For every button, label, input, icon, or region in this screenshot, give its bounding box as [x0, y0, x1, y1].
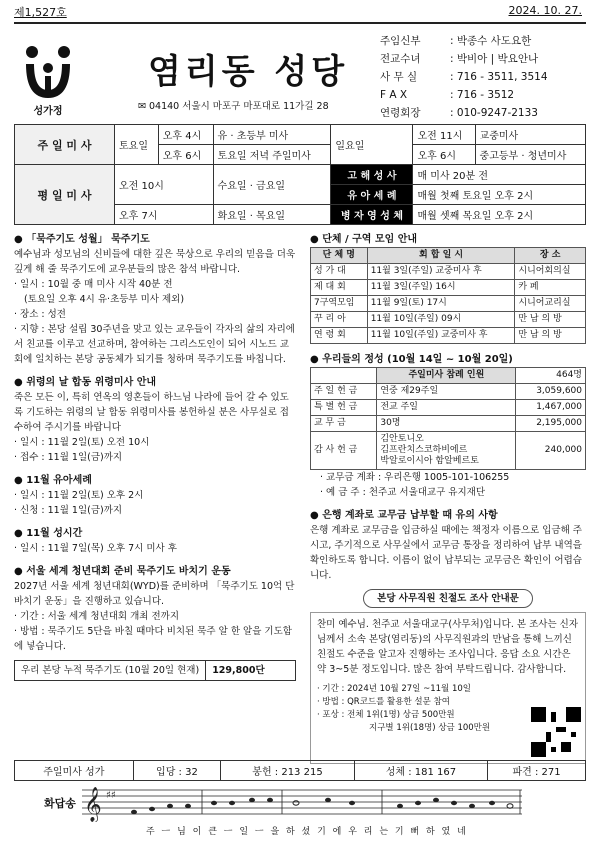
contact-row: F A X : 716 - 3512: [380, 89, 515, 101]
issue-number: 제1,527호: [14, 6, 67, 19]
table-row: 감 사 헌 금 김안토니오 김프란치스코하비에르 박알로이시아 함알베르토 240,000: [311, 432, 586, 470]
table-row: 7구역모임 11월 9일(토) 17시 시니어교리실: [311, 296, 586, 312]
section-title: ● 은행 계좌로 교무금 납부할 때 유의 사항: [310, 510, 498, 521]
group-meetings-table: 단 체 명 회 합 일 시 장 소 성 가 대 11월 3일(주일) 교중미사 후 시니어회의실 제 대 회 11월 3일(주일) 16시 카 페 7구역모임 11월 9일(토) 17시 시니어교리실 꾸 리 아 11월 10일(주일) 09시 만 남 의 방 연 령 회 11월 10일(주일) 교중미사 후 만 남 의 방: [310, 247, 586, 344]
fax-icon: ✉: [138, 101, 146, 112]
contact-row: 연령회장 : 010-9247-2133: [380, 107, 538, 119]
rosary-total: 우리 본당 누적 묵주기도 (10월 20일 현재) 129,800단: [14, 660, 296, 681]
survey-notice: 찬미 예수님. 천주교 서울대교구(사무처)입니다. 본 조사는 신자님께서 소속 본당(염리동)의 사무직원과의 만남을 통해 느끼신 친절도 수준을 알고자 진행하는 조사입니다. 응답 소요 시간은 약 3~5분 정도입니다. 많은 참여 부탁드립니다. 감사합니다. · 기간 : 2024년 10월 27일 ~11월 10일 · 방법 : QR코드를 활용한 설문 참여 · 포상 : 전체 1위(1명) 상금 500만원 지구별 1위(18명) 상금 100만원: [310, 612, 586, 764]
contact-row: 전교수녀 : 박비아 | 박요안나: [380, 53, 539, 65]
contact-row: 사 무 실 : 716 - 3511, 3514: [380, 71, 548, 83]
offering-table: 주일미사 참례 인원 464명 주 일 헌 금 연중 제29주일 3,059,600 특 별 헌 금 전교 주일 1,467,000 교 무 금 30명 2,195,000 감 사 헌 금 김안토니오 김프란치스코하비에르 박알로이시아 함알베르토 240,000: [310, 367, 586, 470]
section-title: ● 「묵주기도 성월」 묵주기도: [14, 234, 150, 245]
hymn-numbers: 주일미사 성가 입당 : 32 봉헌 : 213 215 성체 : 181 167 파견 : 271: [14, 760, 586, 781]
music-staff: [82, 782, 522, 822]
logo-label: 성가정: [33, 106, 63, 117]
holy-family-logo: [18, 40, 78, 110]
hymn-lyrics: 주 ㅡ 님 이 큰 ㅡ 일 ㅡ 을 하 셨 기 에 우 리 는 기 뻐 하 였 네: [146, 827, 468, 837]
table-row: 성 가 대 11월 3일(주일) 교중미사 후 시니어회의실: [311, 264, 586, 280]
table-row: 제 대 회 11월 3일(주일) 16시 카 페: [311, 280, 586, 296]
contact-row: 주임신부 : 박종수 사도요한: [380, 35, 532, 47]
mass-schedule: 주 일 미 사 토요일 오후 4시 유 · 초등부 미사 일요일 오전 11시 교중미사 오후 6시 토요일 저녁 주일미사 오후 6시 중고등부 · 청년미사 평 일 미 사 오전 10시 수요일 · 금요일 고 해 성 사 매 미사 20분 전 유 아 세 례 매월 첫째 토요일 오후 2시 오후 7시 화요일 · 목요일 병 자 영 성 체 매월 셋째 목요일 오후 2시: [14, 124, 586, 225]
section-title: ● 11월 성시간: [14, 528, 83, 539]
section-title: ● 11월 유아세례: [14, 475, 92, 486]
section-title: ● 서울 세계 청년대회 준비 묵주기도 바치기 운동: [14, 566, 231, 577]
svg-text:𝄞: 𝄞: [84, 787, 102, 822]
left-column: ● 「묵주기도 성월」 묵주기도 예수님과 성모님의 신비들에 대한 깊은 묵상으로 우리의 믿음을 더욱 깊게 해 줄 묵주기도에 교우분들의 많은 참석 바랍니다. · 일시 : 10월 중 매 미사 시작 40분 전 (토요일 오후 4시 유·초등부 미사 제외) · 장소 : 성전 · 지향 : 본당 설립 30주년을 맞고 있는 교우들이 각자의 삶의 자리에서 친교를 이루고 선교하며, 참여하는 그리스도인이 되어 시노드 교회에 일치하는 본당 공동체가 되기를 청하며 묵주기도를 바칩니다. ● 위령의 날 합동 위령미사 안내 죽은 모든 이, 특히 연옥의 영혼들이 하느님 나라에 들어 갈 수 있도록 기도하는 위령의 날 합동 위령미사를 봉헌하실 분은 사무실로 접수하여 주시기를 바랍니다 · 일시 : 11월 2일(토) 오전 10시 · 접수 : 11월 1일(금)까지 ● 11월 유아세례 · 일시 : 11월 2일(토) 오후 2시 · 신청 : 11월 1일(금)까지 ● 11월 성시간 · 일시 : 11월 7일(목) 오후 7시 미사 후 ● 서울 세계 청년대회 준비 묵주기도 바치기 운동 2027년 서울 세계 청년대회(WYD)를 준비하며 「묵주기도 10억 단 바치기 운동」을 진행하고 있습니다. · 기간 : 서울 세계 청년대회 개최 전까지 · 방법 : 묵주기도 5단을 바칠 때마다 비치된 묵주 알 한 알을 기도함에 넣습니다. 우리 본당 누적 묵주기도 (10월 20일 현재) 129,800단: [14, 232, 296, 681]
table-row: 교 무 금 30명 2,195,000: [311, 416, 586, 432]
section-title: ● 위령의 날 합동 위령미사 안내: [14, 377, 157, 388]
psalm-label: 화답송: [44, 797, 76, 810]
table-row: 주 일 헌 금 연중 제29주일 3,059,600: [311, 384, 586, 400]
table-row: 특 별 헌 금 전교 주일 1,467,000: [311, 400, 586, 416]
address: ✉ 04140 서울시 마포구 마포대로 11가길 28: [138, 101, 329, 112]
right-column: ● 단체 / 구역 모임 안내 단 체 명 회 합 일 시 장 소 성 가 대 11월 3일(주일) 교중미사 후 시니어회의실 제 대 회 11월 3일(주일) 16시 카 페 7구역모임 11월 9일(토) 17시 시니어교리실 꾸 리 아 11월 10일(주일) 09시 만 남 의 방 연 령 회 11월 10일(주일) 교중미사 후 만 남 의 방 ● 우리들의 정성 (10월 14일 ~ 10월 20일) 주일미사 참례 인원 464명 주 일 헌 금 연중 제29주일 3,059,600 특 별 헌 금 전교 주일 1,467,000 교 무 금 30명 2,195,000 감 사 헌 금 김안토니오 김프란치스코하비에르 박알로이시아 함알베르토 240,000 · 교무금 계좌 : 우리은행 1005-101-106255 · 예 금 주 : 천주교 서울대교구 유지재단 ● 은행 계좌로 교무금 납부할 때 유의 사항 은행 계좌로 교무금을 입금하실 때에는 책정자 이름으로 입금해 주시고, 주기적으로 사무실에서 교무금 통장을 정리하여 납부 내역을 확인하도록 합니다. 이름이 없이 납부되는 교무금은 확인이 어렵습니다. 본당 사무직원 친절도 조사 안내문 찬미 예수님. 천주교 서울대교구(사무처)입니다. 본 조사는 신자님께서 소속 본당(염리동)의 사무직원과의 만남을 통해 느끼신 친절도 수준을 알고자 진행하는 조사입니다. 응답 소요 시간은 약 3~5분 정도입니다. 많은 참여 부탁드립니다. 감사합니다. · 기간 : 2024년 10월 27일 ~11월 10일 · 방법 : QR코드를 활용한 설문 참여 · 포상 : 전체 1위(1명) 상금 500만원 지구별 1위(18명) 상금 100만원: [310, 232, 586, 764]
survey-title: 본당 사무직원 친절도 조사 안내문: [363, 589, 533, 608]
top-divider: [14, 22, 586, 24]
parish-title: 염리동 성당: [148, 52, 349, 92]
table-row: 연 령 회 11월 10일(주일) 교중미사 후 만 남 의 방: [311, 328, 586, 344]
section-title: ● 우리들의 정성 (10월 14일 ~ 10월 20일): [310, 354, 513, 365]
section-title: ● 단체 / 구역 모임 안내: [310, 234, 418, 245]
qr-code-icon[interactable]: [531, 707, 581, 757]
table-row: 꾸 리 아 11월 10일(주일) 09시 만 남 의 방: [311, 312, 586, 328]
svg-text:♯♯: ♯♯: [106, 790, 116, 801]
issue-date: 2024. 10. 27.: [508, 4, 582, 17]
contact-list: [380, 32, 548, 122]
